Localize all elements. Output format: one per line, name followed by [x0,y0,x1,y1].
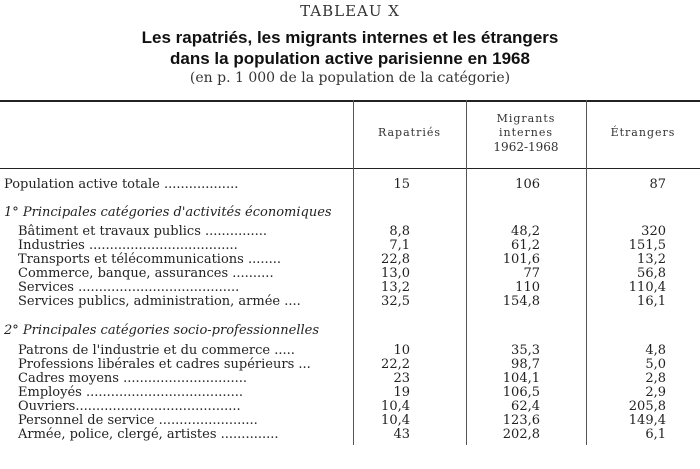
header-rapatries: Rapatriés [377,126,442,139]
cell-migrants: 98,7 [511,357,540,372]
cell-migrants: 123,6 [502,413,540,428]
header-migrants-line3: 1962-1968 [493,140,559,154]
cell-rapatries: 22,8 [381,252,410,267]
cell-rapatries: 10 [393,343,410,358]
title-line-2: dans la population active parisienne en 1968 [170,49,530,68]
subtitle: (en p. 1 000 de la population de la catégorie) [189,70,511,86]
row-label: Industries .................................... [18,238,238,253]
cell-rapatries: 13,2 [381,280,410,295]
cell-rapatries: 43 [393,427,410,442]
cell-rapatries: 13,0 [381,266,410,281]
cell-etrangers: 2,9 [645,385,666,400]
cell-migrants: 104,1 [502,371,540,386]
total-row-label: Population active totale .................. [4,177,239,192]
cell-rapatries: 7,1 [389,238,410,253]
cell-etrangers: 110,4 [628,280,666,295]
header-migrants-line1: Migrants [496,112,556,125]
row-label: Employés ...................................... [18,385,243,400]
cell-migrants: 202,8 [502,427,540,442]
row-label: Patrons de l'industrie et du commerce ..... [18,343,295,358]
header-migrants-line2: internes [498,126,554,139]
cell-etrangers: 6,1 [645,427,666,442]
cell-etrangers: 16,1 [637,294,666,309]
cell-migrants: 110 [515,280,540,295]
cell-migrants: 77 [523,266,540,281]
cell-migrants: 101,6 [502,252,540,267]
cell-migrants: 106,5 [502,385,540,400]
row-label: Professions libérales et cadres supérieurs ... [18,357,311,372]
row-label: Cadres moyens .............................. [18,371,248,386]
section-1-heading: 1° Principales catégories d'activités économiques [4,205,332,220]
cell-migrants: 48,2 [511,224,540,239]
cell-migrants: 154,8 [502,294,540,309]
row-label: Ouvriers........................................ [18,399,241,414]
row-label: Armée, police, clergé, artistes .............. [18,427,279,442]
row-label: Services publics, administration, armée .... [18,294,301,309]
cell-etrangers: 149,4 [628,413,666,428]
row-label: Transports et télécommunications ........ [18,252,282,267]
cell-rapatries: 32,5 [381,294,410,309]
cell-etrangers: 56,8 [637,266,666,281]
row-label: Services ....................................... [18,280,240,295]
cell-migrants: 61,2 [511,238,540,253]
title-line-1: Les rapatriés, les migrants internes et les étrangers [141,28,559,47]
cell-etrangers: 5,0 [645,357,666,372]
cell-migrants: 35,3 [511,343,540,358]
total-etrangers: 87 [649,177,666,192]
cell-etrangers: 320 [641,224,666,239]
cell-rapatries: 23 [393,371,410,386]
cell-migrants: 62,4 [511,399,540,414]
header-migrants [466,112,586,154]
cell-etrangers: 13,2 [637,252,666,267]
cell-etrangers: 2,8 [645,371,666,386]
table-number: TABLEAU X [300,2,400,20]
total-rapatries: 15 [393,177,410,192]
row-label: Commerce, banque, assurances .......... [18,266,274,281]
row-label: Bâtiment et travaux publics ............... [18,224,268,239]
top-rule [0,100,700,102]
cell-rapatries: 10,4 [381,399,410,414]
section-2-heading: 2° Principales catégories socio-professionnelles [4,323,319,338]
row-label: Personnel de service ........................ [18,413,258,428]
cell-rapatries: 22,2 [381,357,410,372]
cell-rapatries: 8,8 [389,224,410,239]
cell-etrangers: 4,8 [645,343,666,358]
cell-etrangers: 205,8 [628,399,666,414]
total-migrants: 106 [515,177,540,192]
header-etrangers: Étrangers [610,126,676,139]
cell-rapatries: 10,4 [381,413,410,428]
cell-etrangers: 151,5 [628,238,666,253]
cell-rapatries: 19 [393,385,410,400]
header-rule [0,168,700,169]
